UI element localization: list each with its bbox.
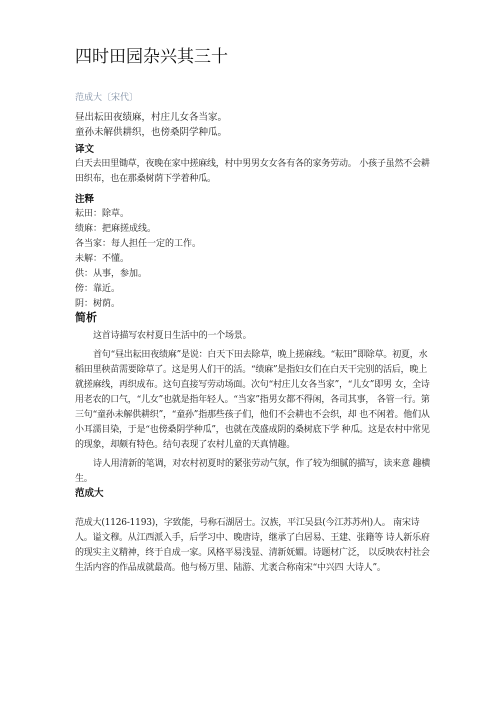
analysis-paragraph: 首句“昼出耘田夜绩麻”是说：白天下田去除草，晚上搓麻线。“耘田”即除草。初夏，水稻田里秧苗需要除草了。这是男人们干的活。“绩麻”是指妇女们在白天干完别的活后，晚上就搓麻线，再织成布。这句直接写劳动场面。次句“村庄儿女各当家”，“儿女”即男 女，全诗用老农的口气，“儿女”也就是指年轻人。“当家”指男女都不得闲，各司其事， 各管一行。第三句“童孙未解供耕织”，“童孙”指那些孩子们，他们不会耕也不会织，却 也不闲着。他们从小耳濡目染，于是“也傍桑阴学种瓜”，也就在茂盛成阴的桑树底下学 种瓜。这是农村中常见的现象，却颇有特色。结句表现了农村儿童的天真情趣。 [75, 350, 430, 450]
bio-heading-block [75, 487, 435, 501]
bio-text: 范成大(1126-1193)，字致能，号称石湖居士。汉族，平江吴县(今江苏苏州)人。 南宋诗人。谥文穆。从江西派入手，后学习中、晚唐诗，继承了白居易、王建、张籍等 诗人新乐府的现实主义精神，终于自成一家。风格平易浅显、清新妩媚。诗题材广泛， 以反映农村社会生活内容的作品成就最高。他与杨万里、陆游、尤袤合称南宋“中兴四 大诗人”。 [75, 518, 430, 573]
notes-section [75, 193, 435, 312]
analysis-heading: 简析 [75, 311, 97, 324]
note-item: 供：从事，参加。 [75, 269, 148, 279]
translation-heading: 译文 [75, 144, 95, 155]
bio-heading: 范成大 [75, 488, 104, 499]
poem-line-1: 昼出耘田夜绩麻，村庄儿女各当家。 [75, 112, 228, 123]
translation-text: 白天去田里锄草，夜晚在家中搓麻线，村中男男女女各有各的家务劳动。 小孩子虽然不会耕田织布，也在那桑树荫下学着种瓜。 [75, 159, 430, 184]
analysis-paragraph: 诗人用清新的笔调，对农村初夏时的紧张劳动气氛，作了较为细腻的描写，读来意 趣横生。 [75, 459, 431, 484]
note-item: 傍：靠近。 [75, 284, 121, 294]
note-item: 未解：不懂。 [75, 254, 130, 264]
note-item: 耘田：除草。 [75, 209, 130, 219]
poem-body [75, 110, 435, 140]
note-item: 阴：树荫。 [75, 299, 121, 309]
notes-heading: 注释 [75, 194, 95, 205]
translation-section [75, 143, 435, 187]
analysis-paragraph: 这首诗描写农村夏日生活中的一个场景。 [93, 331, 252, 341]
author-line: 范成大〔宋代〕 [75, 93, 139, 103]
page-title: 四时田园杂兴其三十 [75, 47, 228, 67]
note-item: 各当家：每人担任一定的工作。 [75, 239, 202, 249]
note-item: 绩麻：把麻搓成线。 [75, 224, 157, 234]
analysis-section [75, 310, 435, 487]
poem-line-2: 童孙未解供耕织，也傍桑阴学种瓜。 [75, 127, 228, 138]
bio-section [75, 516, 435, 576]
